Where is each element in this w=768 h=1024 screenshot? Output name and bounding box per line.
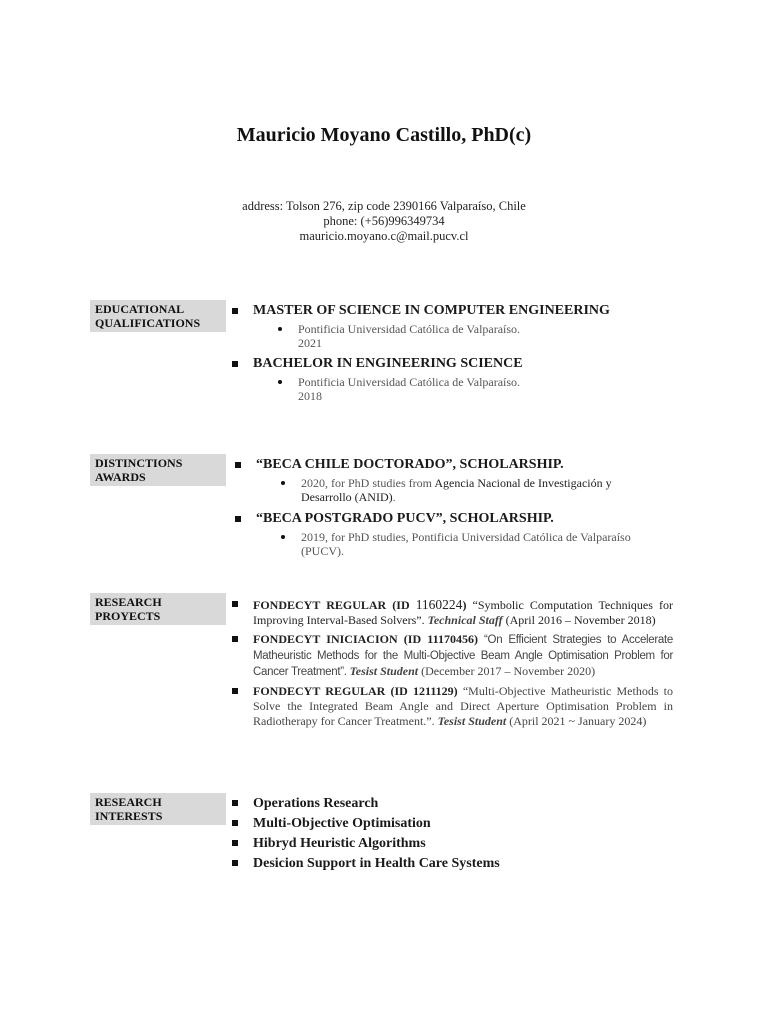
education-detail <box>230 375 680 403</box>
project-item: FONDECYT INICIACION (ID 11170456) “On Efficient Strategies to Accelerate Matheuristic Methods for the Multi-Objective Beam Angle Optimisation Problem for Cancer Treatment”. Tesist Student (December 2017 – November 2020) <box>230 632 673 680</box>
institution: Pontificia Universidad Católica de Valparaíso. <box>298 322 521 336</box>
interests-section <box>230 794 680 874</box>
degree-title: BACHELOR IN ENGINEERING SCIENCE <box>253 356 523 371</box>
degree-title: MASTER OF SCIENCE IN COMPUTER ENGINEERING <box>253 303 610 318</box>
phone-line: phone: (+56)996349734 <box>323 214 445 228</box>
square-bullet-icon <box>235 462 241 468</box>
distinction-item <box>233 456 683 474</box>
agency-name: Agencia Nacional de Investigación y Desarrollo (ANID) <box>301 476 612 504</box>
square-bullet-icon <box>232 361 238 367</box>
project-role: Tesist Student <box>437 714 507 728</box>
interest-item: Desicion Support in Health Care Systems <box>230 854 680 874</box>
distinction-title: “BECA POSTGRADO PUCV”, SCHOLARSHIP. <box>256 511 554 526</box>
section-label-projects: RESEARCH PROYECTS <box>90 593 226 625</box>
institution: Pontificia Universidad Católica de Valparaíso. <box>298 375 521 389</box>
section-label-education: EDUCATIONAL QUALIFICATIONS <box>90 300 226 332</box>
project-item: FONDECYT REGULAR (ID 1211129) “Multi-Objective Matheuristic Methods to Solve the Integrated Beam Angle and Direct Aperture Optimisation Problem in Radiotherapy for Cancer Treatment.”. Tesist Student (April 2021 ~ January 2024) <box>230 684 673 729</box>
project-role: Tesist Student <box>349 664 419 678</box>
education-item <box>230 355 680 373</box>
distinction-title: “BECA CHILE DOCTORADO”, SCHOLARSHIP. <box>256 457 564 472</box>
year: 2018 <box>298 389 322 403</box>
distinction-item <box>233 510 683 528</box>
square-bullet-icon <box>232 601 238 607</box>
square-bullet-icon <box>232 636 238 642</box>
round-bullet-icon <box>278 380 282 384</box>
year: 2021 <box>298 336 322 350</box>
square-bullet-icon <box>232 800 238 806</box>
interest-item: Multi-Objective Optimisation <box>230 814 680 834</box>
project-item: FONDECYT REGULAR (ID 1160224) “Symbolic Computation Techniques for Improving Interval-Based Solvers”. Technical Staff (April 2016 – November 2018) <box>230 597 673 628</box>
square-bullet-icon <box>232 308 238 314</box>
section-label-interests: RESEARCH INTERESTS <box>90 793 226 825</box>
education-section <box>230 302 680 403</box>
square-bullet-icon <box>235 516 241 522</box>
address-line: address: Tolson 276, zip code 2390166 Valparaíso, Chile <box>242 199 526 213</box>
section-label-distinctions: DISTINCTIONS AWARDS <box>90 454 226 486</box>
distinctions-section <box>233 456 683 558</box>
interest-item: Operations Research <box>230 794 680 814</box>
page-title: Mauricio Moyano Castillo, PhD(c) <box>236 124 532 146</box>
education-item <box>230 302 680 320</box>
interest-item: Hibryd Heuristic Algorithms <box>230 834 680 854</box>
distinction-detail: 2019, for PhD studies, Pontificia Universidad Católica de Valparaíso (PUCV). <box>233 530 631 558</box>
email-line: mauricio.moyano.c@mail.pucv.cl <box>299 229 469 243</box>
square-bullet-icon <box>232 860 238 866</box>
round-bullet-icon <box>281 481 285 485</box>
round-bullet-icon <box>281 535 285 539</box>
education-detail <box>230 322 680 350</box>
distinction-detail: 2020, for PhD studies from Agencia Nacional de Investigación y Desarrollo (ANID). <box>233 476 631 504</box>
contact-block <box>0 199 768 244</box>
project-role: Technical Staff <box>427 613 503 627</box>
square-bullet-icon <box>232 688 238 694</box>
square-bullet-icon <box>232 840 238 846</box>
round-bullet-icon <box>278 327 282 331</box>
projects-section <box>230 597 673 729</box>
square-bullet-icon <box>232 820 238 826</box>
